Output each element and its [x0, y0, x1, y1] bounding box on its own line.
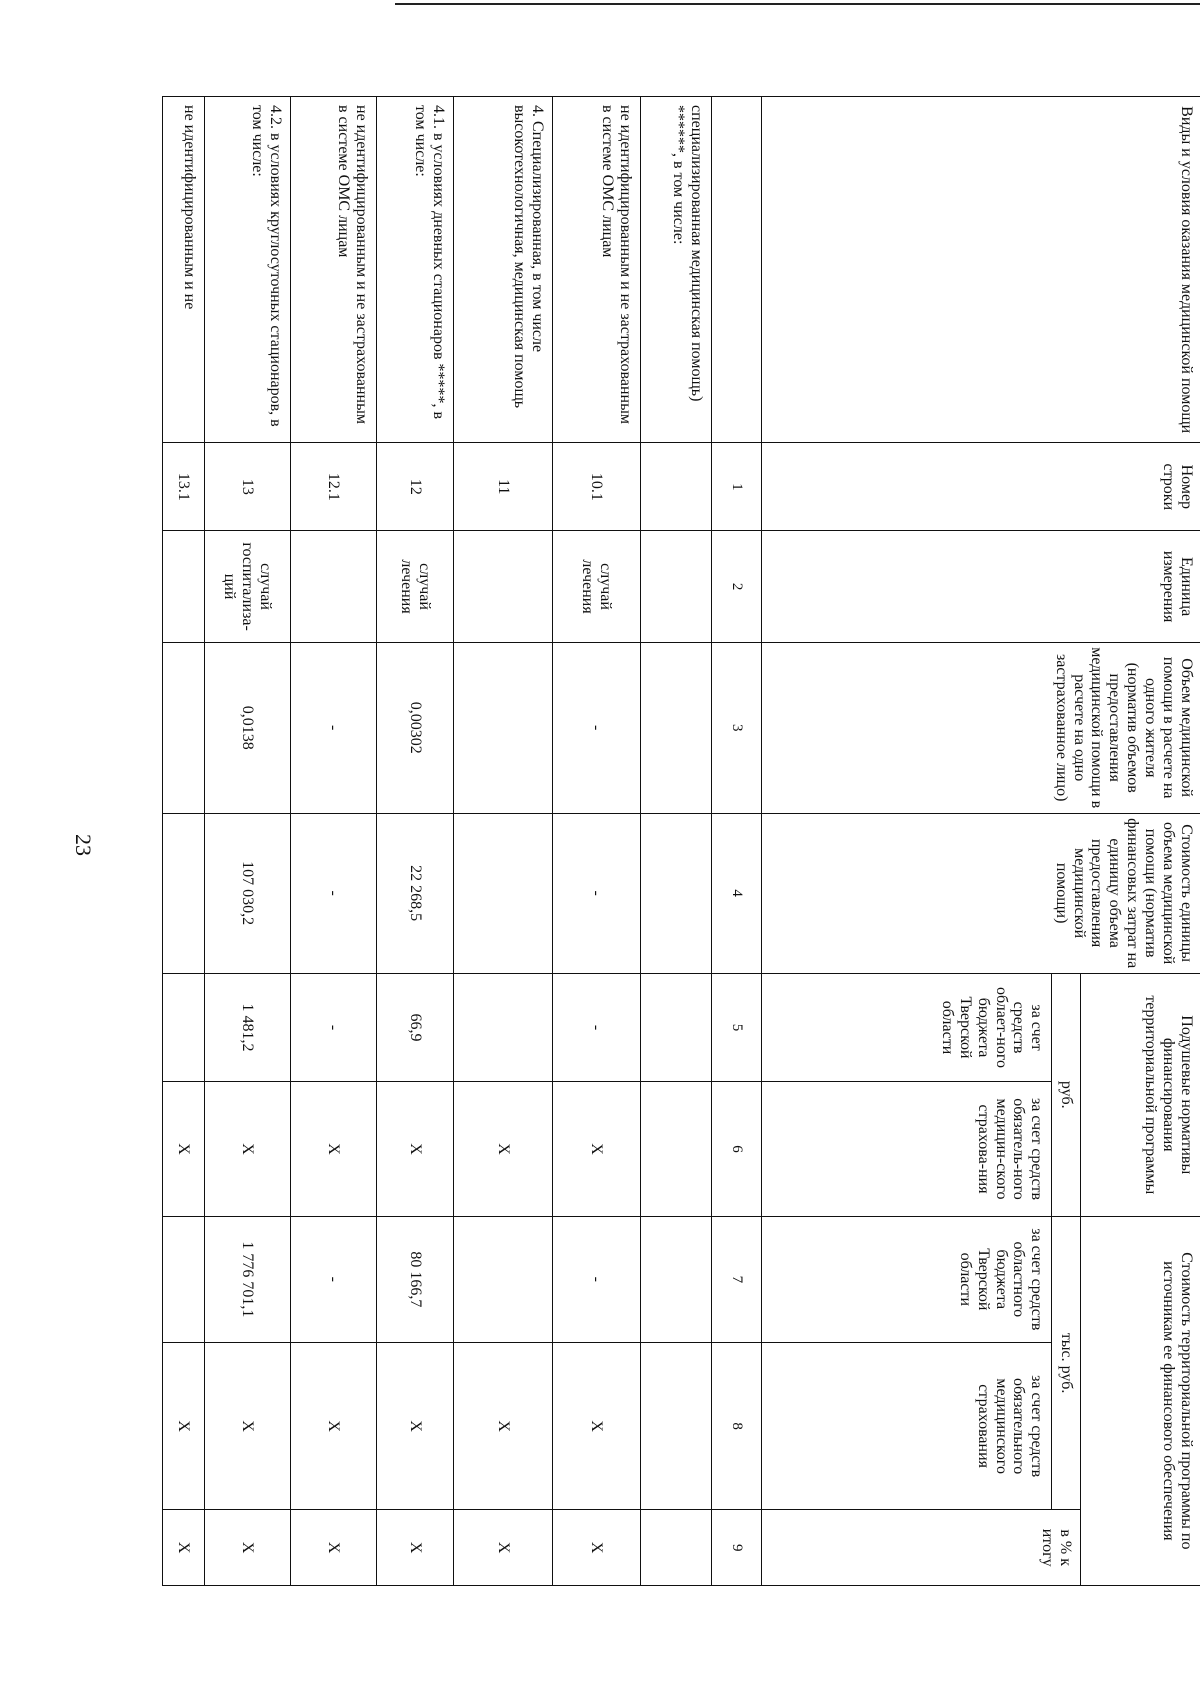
cell-percapita-regional: 1 481,2: [204, 973, 290, 1082]
cell-volume: -: [290, 642, 376, 813]
cell-percapita-regional: [163, 973, 205, 1082]
cell-unit-cost: 22 268,5: [376, 813, 453, 973]
header-volume: Объем медицинской помощи в расчете на одного жителя (норматив объемов предоставления медицинской помощи в расчете на одно застрахованное лицо): [761, 642, 1200, 813]
financing-table: [162, 96, 1200, 1586]
cell-unit: [290, 531, 376, 643]
cell-percapita-regional: -: [552, 973, 640, 1082]
header-row-1: [1080, 97, 1200, 1586]
header-sub-regional: за счет средств облает-ного бюджета Тверской области: [761, 973, 1052, 1082]
cell-volume: [163, 642, 205, 813]
cell-percapita-oms: X: [290, 1082, 376, 1216]
header-percapita-unit: руб.: [1052, 973, 1081, 1216]
cell-percapita-regional: [453, 973, 552, 1082]
column-number: 2: [712, 531, 762, 643]
top-rule: [395, 3, 1200, 5]
column-number: 9: [712, 1510, 762, 1586]
table-row: [640, 97, 712, 1586]
cell-row-number: [640, 443, 712, 531]
row-label: 4. Специализированная, в том числе высокотехнологичная, медицинская помощь: [453, 97, 552, 443]
cell-volume: [453, 642, 552, 813]
cell-unit-cost: -: [290, 813, 376, 973]
table-row: [204, 97, 290, 1586]
table-row: [163, 97, 205, 1586]
cell-percapita-oms: [640, 1082, 712, 1216]
table-row: [376, 97, 453, 1586]
cell-row-number: 10.1: [552, 443, 640, 531]
header-percapita-group: Подушевые нормативы финансирования территориальной программы: [1080, 973, 1200, 1216]
row-label: 4.1. в условиях дневных стационаров *****, в том числе:: [376, 97, 453, 443]
cell-row-number: 12: [376, 443, 453, 531]
cell-cost-oms: X: [290, 1342, 376, 1510]
cell-cost-regional: 80 166,7: [376, 1216, 453, 1342]
cell-cost-oms: X: [376, 1342, 453, 1510]
cell-percapita-regional: -: [290, 973, 376, 1082]
cell-cost-oms: X: [163, 1342, 205, 1510]
table-row: [453, 97, 552, 1586]
cell-percent: X: [552, 1510, 640, 1586]
cell-row-number: 12.1: [290, 443, 376, 531]
column-number: 4: [712, 813, 762, 973]
cell-percapita-oms: X: [204, 1082, 290, 1216]
header-sub-oms: за счет средств обязатель-ного медицин-ского страхова-ния: [761, 1082, 1052, 1216]
cell-unit: [163, 531, 205, 643]
column-number-blank: [712, 97, 762, 443]
cell-unit: случай лечения: [552, 531, 640, 643]
cell-percent: X: [204, 1510, 290, 1586]
column-number: 1: [712, 443, 762, 531]
table-row: [552, 97, 640, 1586]
row-label: 4.2. в условиях круглосуточных стационаров, в том числе:: [204, 97, 290, 443]
cell-unit-cost: [163, 813, 205, 973]
column-number: 7: [712, 1216, 762, 1342]
cell-percent: X: [376, 1510, 453, 1586]
cell-volume: 0,00302: [376, 642, 453, 813]
cell-percapita-oms: X: [552, 1082, 640, 1216]
row-label: не идентифицированным и не застрахованным в системе ОМС лицам: [290, 97, 376, 443]
cell-percapita-regional: [640, 973, 712, 1082]
rotated-table-container: [162, 96, 1200, 1586]
column-number: 3: [712, 642, 762, 813]
cell-percapita-oms: X: [163, 1082, 205, 1216]
cell-percapita-oms: X: [376, 1082, 453, 1216]
page-number: 23: [71, 834, 96, 856]
cell-volume: -: [552, 642, 640, 813]
cell-cost-regional: [453, 1216, 552, 1342]
header-unit: Единица измерения: [761, 531, 1200, 643]
cell-percapita-regional: 66,9: [376, 973, 453, 1082]
header-percent: в % к итогу: [761, 1510, 1080, 1586]
cell-cost-regional: -: [552, 1216, 640, 1342]
cell-cost-regional: -: [290, 1216, 376, 1342]
cell-unit: [453, 531, 552, 643]
row-label: специализированная медицинская помощь) ******, в том числе:: [640, 97, 712, 443]
row-label: не идентифицированным и не застрахованным в системе ОМС лицам: [552, 97, 640, 443]
header-row-number: Номер строки: [761, 443, 1200, 531]
row-label: не идентифицированным и не: [163, 97, 205, 443]
header-sub-cost-regional: за счет средств областного бюджета Тверской области: [761, 1216, 1052, 1342]
column-number: 8: [712, 1342, 762, 1510]
header-cost-group: Стоимость территориальной программы по источникам ее финансового обеспечения: [1080, 1216, 1200, 1585]
cell-unit-cost: -: [552, 813, 640, 973]
cell-cost-regional: [163, 1216, 205, 1342]
table-row: [290, 97, 376, 1586]
column-number: 5: [712, 973, 762, 1082]
cell-unit-cost: [640, 813, 712, 973]
cell-percapita-oms: X: [453, 1082, 552, 1216]
cell-cost-oms: X: [453, 1342, 552, 1510]
header-sub-cost-oms: за счет средств обязательного медицинского страхования: [761, 1342, 1052, 1510]
cell-percent: [640, 1510, 712, 1586]
header-unit-cost: Стоимость единицы объема медицинской помощи (норматив финансовых затрат на единицу объема предоставления медицинской помощи): [761, 813, 1200, 973]
cell-row-number: 13.1: [163, 443, 205, 531]
cell-percent: X: [453, 1510, 552, 1586]
cell-cost-oms: [640, 1342, 712, 1510]
column-number: 6: [712, 1082, 762, 1216]
cell-percent: X: [163, 1510, 205, 1586]
cell-unit: случай госпитализа-ций: [204, 531, 290, 643]
cell-cost-regional: 1 776 701,1: [204, 1216, 290, 1342]
cell-volume: [640, 642, 712, 813]
column-numbers-row: [712, 97, 762, 1586]
cell-unit: [640, 531, 712, 643]
cell-percent: X: [290, 1510, 376, 1586]
cell-cost-regional: [640, 1216, 712, 1342]
header-cost-unit: тыс. руб.: [1052, 1216, 1081, 1510]
cell-unit-cost: [453, 813, 552, 973]
cell-volume: 0,0138: [204, 642, 290, 813]
cell-cost-oms: X: [552, 1342, 640, 1510]
header-type: Виды и условия оказания медицинской помощи: [761, 97, 1200, 443]
cell-unit: случай лечения: [376, 531, 453, 643]
cell-unit-cost: 107 030,2: [204, 813, 290, 973]
cell-row-number: 11: [453, 443, 552, 531]
cell-cost-oms: X: [204, 1342, 290, 1510]
cell-row-number: 13: [204, 443, 290, 531]
